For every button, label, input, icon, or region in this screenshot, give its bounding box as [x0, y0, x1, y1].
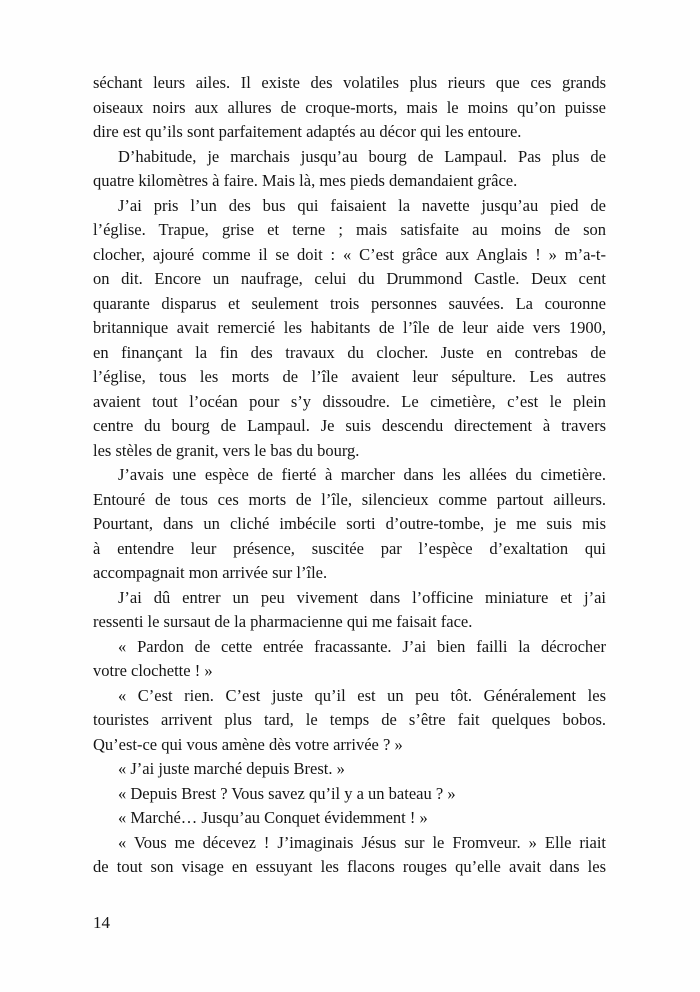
- text-line: les stèles de granit, vers le bas du bourg.: [93, 440, 360, 460]
- text-line: l’église. Trapue, grise et terne ; mais satisfaite au moins de son: [93, 220, 606, 239]
- text-line: « J’ai juste marché depuis Brest. »: [118, 759, 345, 778]
- text-line: oiseaux noirs aux allures de croque-morts, mais le moins qu’on puisse: [93, 97, 606, 117]
- text-line: centre du bourg de Lampaul. Je suis descendu directement à travers: [93, 416, 606, 435]
- text-line: « Vous me décevez ! J’imaginais Jésus sur le Fromveur. » Elle riait: [118, 832, 606, 852]
- text-line: en finançant la fin des travaux du clocher. Juste en contrebas de: [93, 342, 606, 362]
- text-line: J’avais une espèce de fierté à marcher dans les allées du cimetière.: [118, 465, 606, 484]
- text-block: [93, 71, 606, 880]
- text-line: à entendre leur présence, suscitée par l’espèce d’exaltation qui: [93, 538, 606, 558]
- text-line: quarante disparus et seulement trois personnes sauvées. La couronne: [93, 293, 606, 313]
- text-line: séchant leurs ailes. Il existe des volatiles plus rieurs que ces grands: [93, 73, 606, 92]
- text-line: ressenti le sursaut de la pharmacienne qui me faisait face.: [93, 612, 473, 631]
- text-line: quatre kilomètres à faire. Mais là, mes pieds demandaient grâce.: [93, 171, 518, 190]
- text-line: Entouré de tous ces morts de l’île, silencieux comme partout ailleurs.: [93, 489, 606, 509]
- text-line: D’habitude, je marchais jusqu’au bourg de Lampaul. Pas plus de: [118, 146, 606, 166]
- text-line: touristes arrivent plus tard, le temps de s’être fait quelques bobos.: [93, 710, 606, 729]
- text-line: dire est qu’ils sont parfaitement adaptés au décor qui les entoure.: [93, 122, 522, 141]
- text-line: de tout son visage en essuyant les flacons rouges qu’elle avait dans les: [93, 857, 606, 876]
- text-line: « Depuis Brest ? Vous savez qu’il y a un bateau ? »: [118, 783, 456, 803]
- text-line: Qu’est-ce qui vous amène dès votre arrivée ? »: [93, 734, 403, 754]
- text-line: « Marché… Jusqu’au Conquet évidemment ! »: [118, 808, 428, 827]
- text-line: J’ai dû entrer un peu vivement dans l’officine miniature et j’ai: [118, 587, 606, 607]
- text-line: « C’est rien. C’est juste qu’il est un peu tôt. Généralement les: [118, 685, 606, 705]
- text-line: votre clochette ! »: [93, 661, 213, 680]
- text-line: « Pardon de cette entrée fracassante. J’ai bien failli la décrocher: [118, 636, 606, 656]
- text-line: clocher, ajouré comme il se doit : « C’est grâce aux Anglais ! » m’a-t-: [93, 244, 606, 264]
- text-line: J’ai pris l’un des bus qui faisaient la navette jusqu’au pied de: [118, 195, 606, 215]
- text-line: Pourtant, dans un cliché imbécile sorti d’outre-tombe, je me suis mis: [93, 514, 606, 533]
- page-number: 14: [93, 913, 110, 932]
- text-line: on dit. Encore un naufrage, celui du Drummond Castle. Deux cent: [93, 269, 606, 288]
- text-line: accompagnait mon arrivée sur l’île.: [93, 563, 328, 582]
- text-line: britannique avait remercié les habitants de l’île de leur aide vers 1900,: [93, 318, 606, 337]
- text-line: avaient tout l’océan pour s’y dissoudre. Le cimetière, c’est le plein: [93, 391, 606, 411]
- text-line: l’église, tous les morts de l’île avaient leur sépulture. Les autres: [93, 367, 606, 386]
